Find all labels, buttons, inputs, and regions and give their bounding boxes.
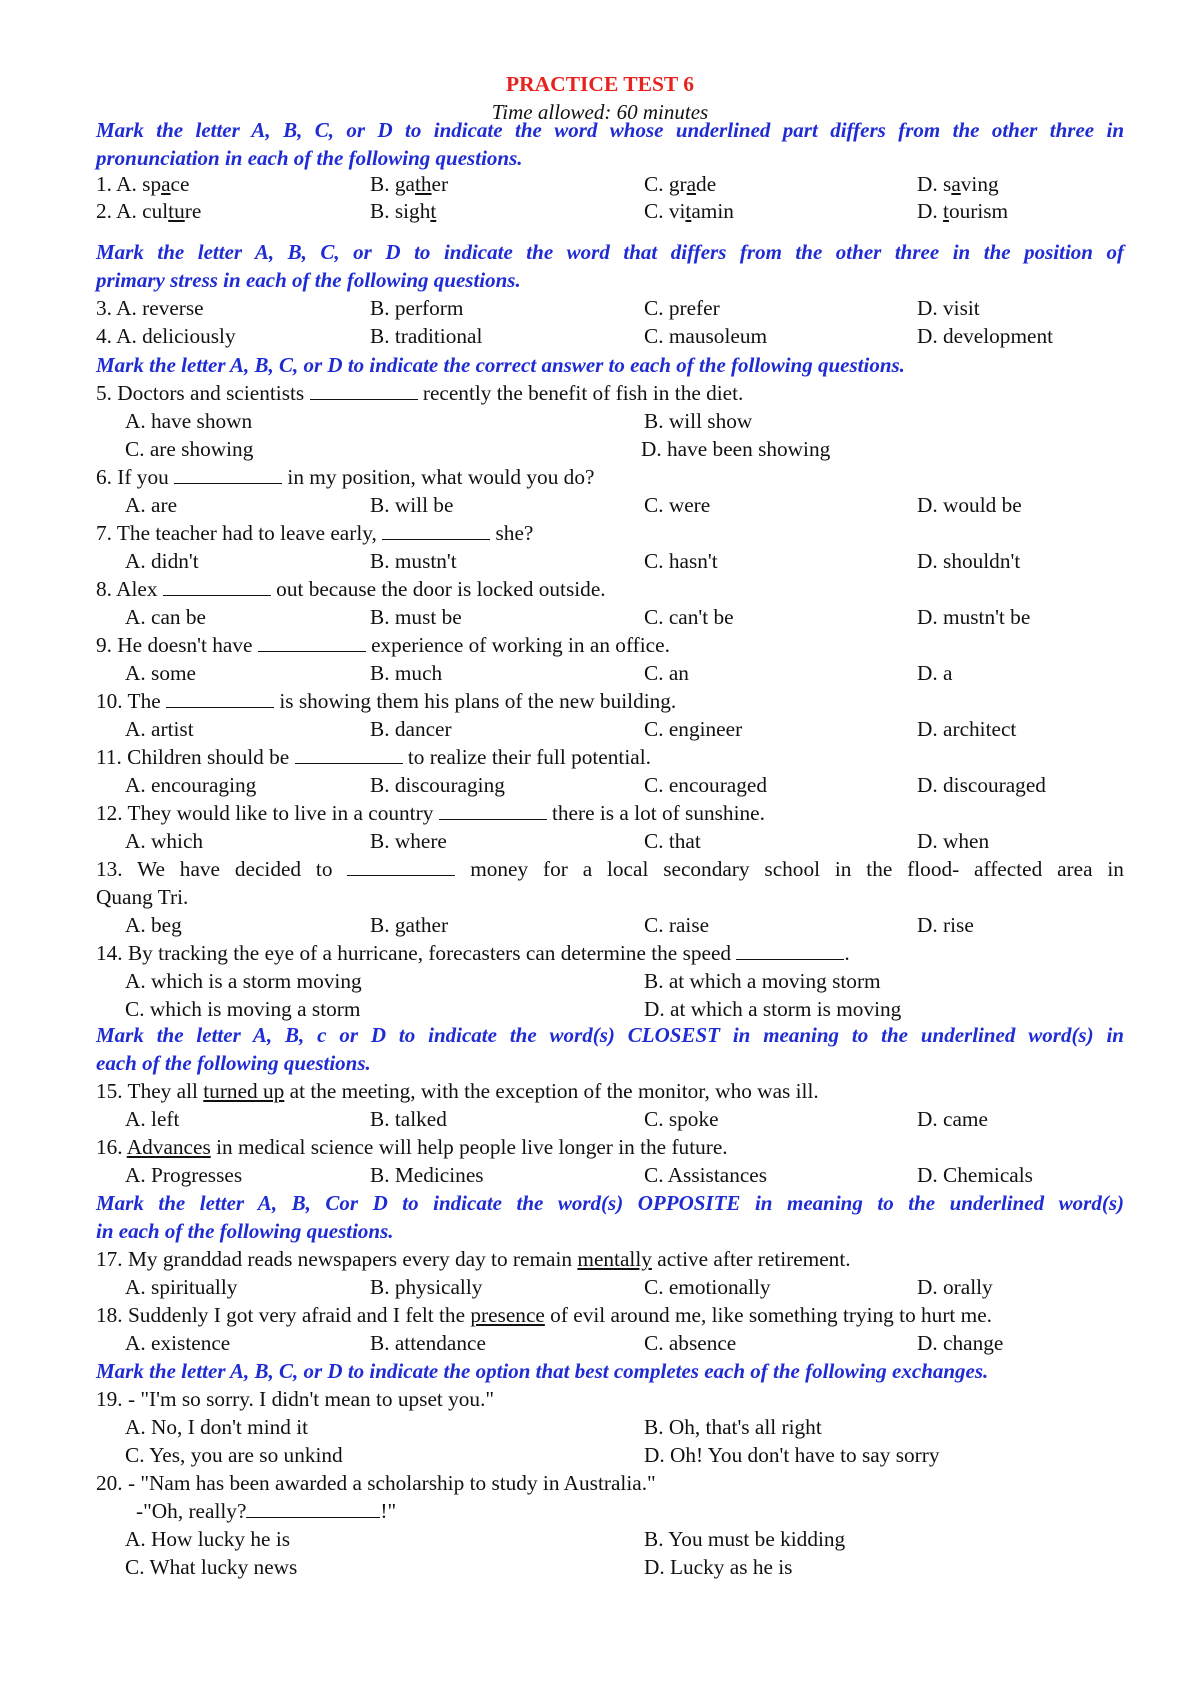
question-7-option-a[interactable]: A. didn't [125,549,199,573]
question-11-option-c[interactable]: C. encouraged [644,773,767,797]
instruction-stress [96,238,1124,294]
question-3-option-c[interactable]: C. prefer [644,296,720,320]
question-1-option-b[interactable]: B. gather [370,172,449,196]
question-3-option-a[interactable]: 3. A. reverse [96,296,204,320]
question-16-stem: 16. Advances in medical science will help people live longer in the future. [96,1135,728,1159]
question-20-reply: -"Oh, really? !" [136,1499,397,1523]
answer-blank [736,939,844,960]
question-13-stem: 13. We have decided to money for a local secondary school in the flood- affected area in [96,857,1124,881]
question-12-stem: 12. They would like to live in a country there is a lot of sunshine. [96,801,765,825]
instruction-line: Mark the letter A, B, Cor D to indicate the word(s) OPPOSITE in meaning to the underlined word(s) [96,1191,1124,1215]
question-8-option-d[interactable]: D. mustn't be [917,605,1031,629]
answer-blank [246,1497,380,1518]
instruction-line: Mark the letter A, B, C, or D to indicate the word that differs from the other three in the position of [96,240,1124,264]
time-allowed: Time allowed: 60 minutes [491,100,709,124]
instruction-correct-answer: Mark the letter A, B, C, or D to indicate the correct answer to each of the following questions. [96,353,905,377]
answer-blank [258,631,366,652]
question-6-option-c[interactable]: C. were [644,493,711,517]
question-4-option-d[interactable]: D. development [917,324,1054,348]
answer-blank [163,575,271,596]
question-20-option-a[interactable]: A. How lucky he is [125,1527,291,1551]
question-18-option-a[interactable]: A. existence [125,1331,231,1355]
question-19-option-b[interactable]: B. Oh, that's all right [644,1415,822,1439]
question-13-stem-continued: Quang Tri. [96,885,189,909]
question-15-option-d[interactable]: D. came [917,1107,988,1131]
answer-blank [439,799,547,820]
question-17-option-b[interactable]: B. physically [370,1275,483,1299]
answer-blank [295,743,403,764]
question-14-option-b[interactable]: B. at which a moving storm [644,969,881,993]
question-13-option-a[interactable]: A. beg [125,913,182,937]
question-6-stem: 6. If you in my position, what would you do? [96,465,595,489]
question-9-stem: 9. He doesn't have experience of working in an office. [96,633,670,657]
instruction-pronunciation [96,116,1124,172]
question-9-option-a[interactable]: A. some [125,661,196,685]
instruction-line: pronunciation in each of the following questions. [96,146,523,170]
question-16-option-c[interactable]: C. Assistances [644,1163,768,1187]
question-19-stem: 19. - "I'm so sorry. I didn't mean to upset you." [96,1387,495,1411]
question-6-option-a[interactable]: A. are [125,493,178,517]
question-17-option-d[interactable]: D. orally [917,1275,993,1299]
question-2-option-a[interactable]: 2. A. culture [96,199,202,223]
question-19-option-d[interactable]: D. Oh! You don't have to say sorry [644,1443,940,1467]
question-20-option-b[interactable]: B. You must be kidding [644,1527,846,1551]
instruction-closest-meaning [96,1021,1124,1077]
answer-blank [174,463,282,484]
question-2-option-b[interactable]: B. sight [370,199,437,223]
question-9-option-b[interactable]: B. much [370,661,443,685]
question-8-option-c[interactable]: C. can't be [644,605,734,629]
instruction-opposite-meaning [96,1189,1124,1245]
question-12-option-a[interactable]: A. which [125,829,204,853]
question-12-option-d[interactable]: D. when [917,829,990,853]
question-20-option-d[interactable]: D. Lucky as he is [644,1555,793,1579]
question-13-option-d[interactable]: D. rise [917,913,974,937]
instruction-line: each of the following questions. [96,1051,371,1075]
question-2-option-c[interactable]: C. vitamin [644,199,734,223]
question-10-option-a[interactable]: A. artist [125,717,194,741]
question-10-stem: 10. The is showing them his plans of the new building. [96,689,677,713]
underlined-word: mentally [577,1247,652,1271]
question-7-option-d[interactable]: D. shouldn't [917,549,1021,573]
question-5-option-a[interactable]: A. have shown [125,409,253,433]
question-10-option-c[interactable]: C. engineer [644,717,743,741]
question-7-stem: 7. The teacher had to leave early, she? [96,521,534,545]
page-title: PRACTICE TEST 6 [506,72,694,96]
underlined-word: presence [470,1303,545,1327]
underlined-word: Advances [126,1135,211,1159]
question-14-option-c[interactable]: C. which is moving a storm [125,997,361,1021]
question-15-option-a[interactable]: A. left [125,1107,180,1131]
question-6-option-d[interactable]: D. would be [917,493,1022,517]
question-15-option-b[interactable]: B. talked [370,1107,447,1131]
question-13-option-c[interactable]: C. raise [644,913,710,937]
underlined-word: turned up [203,1079,285,1103]
question-4-option-a[interactable]: 4. A. deliciously [96,324,236,348]
question-5-option-c[interactable]: C. are showing [125,437,254,461]
question-17-stem: 17. My granddad reads newspapers every day to remain mentally active after retirement. [96,1247,851,1271]
question-8-option-a[interactable]: A. can be [125,605,207,629]
question-7-option-c[interactable]: C. hasn't [644,549,718,573]
question-14-option-a[interactable]: A. which is a storm moving [125,969,362,993]
question-12-option-c[interactable]: C. that [644,829,701,853]
question-1-option-a[interactable]: 1. A. space [96,172,190,196]
question-11-option-a[interactable]: A. encouraging [125,773,257,797]
question-11-stem: 11. Children should be to realize their full potential. [96,745,651,769]
instruction-exchanges: Mark the letter A, B, C, or D to indicate the option that best completes each of the following exchanges. [96,1359,989,1383]
answer-blank [310,379,418,400]
question-15-option-c[interactable]: C. spoke [644,1107,719,1131]
question-14-stem: 14. By tracking the eye of a hurricane, forecasters can determine the speed . [96,941,850,965]
question-20-option-c[interactable]: C. What lucky news [125,1555,298,1579]
question-8-option-b[interactable]: B. must be [370,605,462,629]
question-16-option-a[interactable]: A. Progresses [125,1163,243,1187]
instruction-line: primary stress in each of the following questions. [96,268,521,292]
question-1-option-d[interactable]: D. saving [917,172,999,196]
answer-blank [382,519,490,540]
question-14-option-d[interactable]: D. at which a storm is moving [644,997,902,1021]
question-18-option-c[interactable]: C. absence [644,1331,737,1355]
question-5-option-d[interactable]: D. have been showing [641,437,831,461]
question-11-option-d[interactable]: D. discouraged [917,773,1046,797]
instruction-line: in each of the following questions. [96,1219,394,1243]
question-4-option-c[interactable]: C. mausoleum [644,324,768,348]
question-6-option-b[interactable]: B. will be [370,493,454,517]
question-7-option-b[interactable]: B. mustn't [370,549,457,573]
question-15-stem: 15. They all turned up at the meeting, with the exception of the monitor, who was ill. [96,1079,819,1103]
question-5-stem: 5. Doctors and scientists recently the benefit of fish in the diet. [96,381,744,405]
question-19-option-c[interactable]: C. Yes, you are so unkind [125,1443,343,1467]
question-18-option-d[interactable]: D. change [917,1331,1004,1355]
question-2-option-d[interactable]: D. tourism [917,199,1009,223]
question-18-stem: 18. Suddenly I got very afraid and I felt the presence of evil around me, like something trying to hurt me. [96,1303,993,1327]
question-3-option-d[interactable]: D. visit [917,296,980,320]
question-18-option-b[interactable]: B. attendance [370,1331,486,1355]
question-3-option-b[interactable]: B. perform [370,296,464,320]
question-20-stem: 20. - "Nam has been awarded a scholarship to study in Australia." [96,1471,656,1495]
answer-blank [166,687,274,708]
question-4-option-b[interactable]: B. traditional [370,324,483,348]
question-11-option-b[interactable]: B. discouraging [370,773,505,797]
instruction-line: Mark the letter A, B, c or D to indicate the word(s) CLOSEST in meaning to the underlined word(s) in [96,1023,1124,1047]
question-9-option-c[interactable]: C. an [644,661,689,685]
question-10-option-b[interactable]: B. dancer [370,717,452,741]
question-19-option-a[interactable]: A. No, I don't mind it [125,1415,309,1439]
question-9-option-d[interactable]: D. a [917,661,953,685]
question-12-option-b[interactable]: B. where [370,829,447,853]
question-16-option-d[interactable]: D. Chemicals [917,1163,1033,1187]
question-13-option-b[interactable]: B. gather [370,913,449,937]
instruction-line: Mark the letter A, B, C, or D to indicate the word whose underlined part differs from the other three in [96,118,1124,142]
question-10-option-d[interactable]: D. architect [917,717,1017,741]
answer-blank [347,855,455,876]
question-16-option-b[interactable]: B. Medicines [370,1163,484,1187]
question-5-option-b[interactable]: B. will show [644,409,753,433]
question-17-option-c[interactable]: C. emotionally [644,1275,771,1299]
question-1-option-c[interactable]: C. grade [644,172,717,196]
question-17-option-a[interactable]: A. spiritually [125,1275,238,1299]
question-8-stem: 8. Alex out because the door is locked outside. [96,577,606,601]
